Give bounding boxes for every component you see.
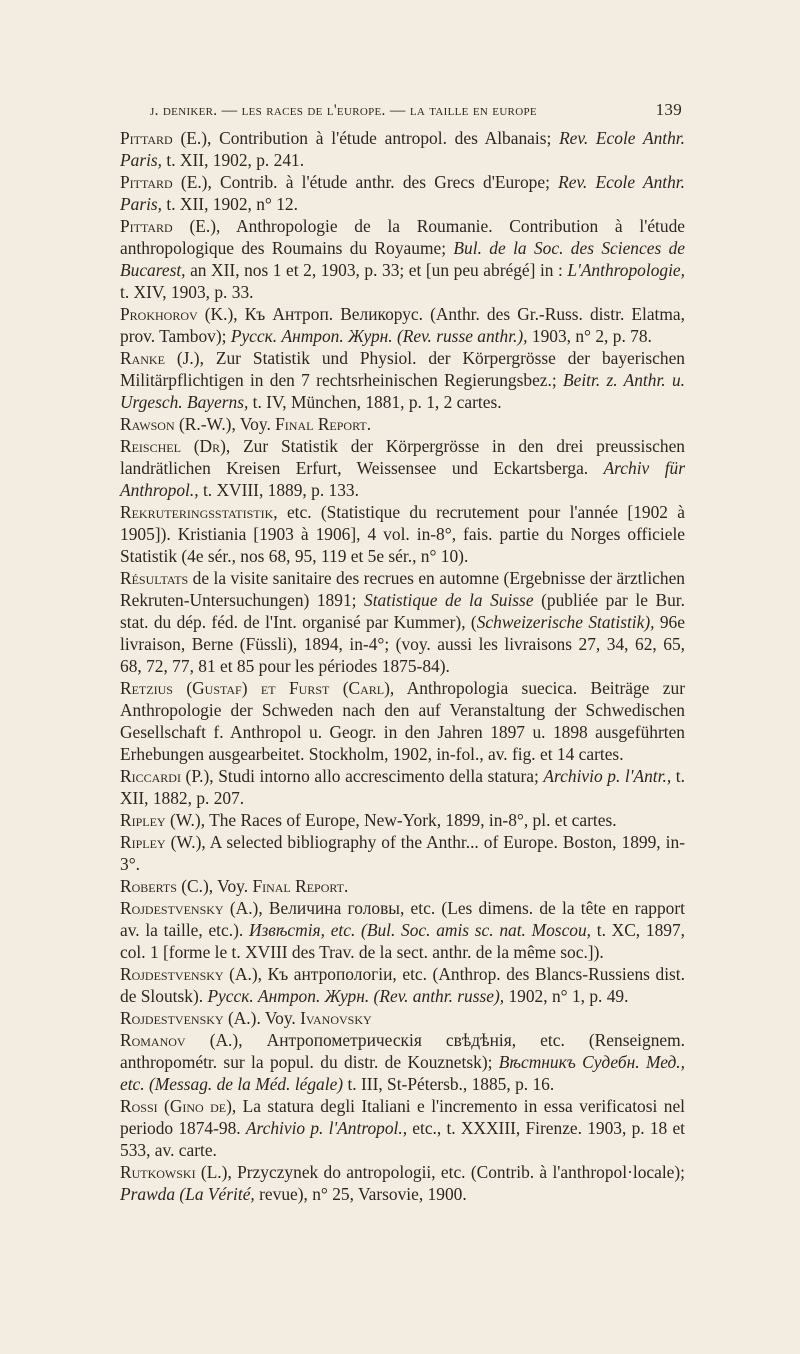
bibliography-entry bbox=[120, 303, 685, 347]
entry-detail: t. XIV, 1903, p. 33. bbox=[120, 282, 254, 302]
bibliography-entry bbox=[120, 831, 685, 875]
bibliography-entry bbox=[120, 1029, 685, 1095]
entry-title: Антропометрическія свѣдѣнія, etc. (Renseignem. anthropométr. sur la popul. du distr. de Kouznetsk); bbox=[120, 1030, 685, 1072]
entry-author: Riccardi (P.), bbox=[120, 766, 214, 786]
entry-author: Romanov (A.), bbox=[120, 1030, 243, 1050]
entry-author: Reischel (Dr), bbox=[120, 436, 231, 456]
bibliography-entry bbox=[120, 677, 685, 765]
entry-detail: t. XC, 1897, col. 1 [forme le t. XVIII des Trav. de la sect. anthr. de la même soc.]). bbox=[120, 920, 686, 962]
entry-title: Contribution à l'étude antropol. des Albanais; bbox=[211, 128, 560, 148]
entry-title: Contrib. à l'étude anthr. des Grecs d'Europe; bbox=[211, 172, 559, 192]
entry-crossref: Ivanovsky bbox=[300, 1008, 372, 1028]
entry-author: Ripley (W.), bbox=[120, 810, 206, 830]
entry-author: Pittard (E.), bbox=[120, 128, 212, 148]
entry-source: L'Anthropologie, bbox=[567, 260, 685, 280]
entry-source: Русск. Антроп. Журн. (Rev. anthr. russe), bbox=[207, 986, 505, 1006]
entry-source: Schweizerische Statistik), bbox=[476, 612, 655, 632]
entry-detail: revue), n° 25, Varsovie, 1900. bbox=[254, 1184, 467, 1204]
entry-title: Voy. bbox=[213, 876, 253, 896]
entry-title: La statura degli Italiani e l'incremento in essa verificatosi nel periodo 1874-98. bbox=[120, 1096, 686, 1138]
entry-author: Pittard (E.), bbox=[120, 172, 212, 192]
entry-detail: t. XII, 1882, p. 207. bbox=[120, 766, 685, 808]
entry-detail: an XII, nos 1 et 2, 1903, p. 33; et [un peu abrégé] in : bbox=[185, 260, 568, 280]
entry-author: Retzius (Gustaf) et Furst (Carl), bbox=[120, 678, 395, 698]
entry-source: Statistique de la Suisse bbox=[364, 590, 534, 610]
entry-title: A selected bibliography of the Anthr... of Europe. Boston, 1899, in-3°. bbox=[120, 832, 685, 874]
entry-author: Rojdestvensky (A.), bbox=[120, 898, 263, 918]
bibliography-entry bbox=[120, 963, 685, 1007]
entry-author: Ranke (J.), bbox=[120, 348, 204, 368]
entry-detail: t. XVIII, 1889, p. 133. bbox=[198, 480, 359, 500]
bibliography-list bbox=[120, 127, 685, 1205]
entry-detail: t. XII, 1902, n° 12. bbox=[162, 194, 298, 214]
entry-title: Zur Statistik und Physiol. der Körpergrösse der bayerischen Militärpflichtigen in den 7 rechtsrheinischen Regierungsbez.; bbox=[120, 348, 685, 390]
entry-author: Pittard (E.), bbox=[120, 216, 221, 236]
entry-author: Roberts (C.), bbox=[120, 876, 214, 896]
entry-title: de la visite sanitaire des recrues en automne (Ergebnisse der ärztlichen Rekruten-Untersuchungen) 1891; bbox=[120, 568, 685, 610]
entry-source: Вѣстникъ Судебн. Мед., etc. (Messag. de la Méd. légale) bbox=[120, 1052, 685, 1094]
entry-author: Rutkowski (L.), bbox=[120, 1162, 232, 1182]
entry-source: Archivio p. l'Antr., bbox=[543, 766, 672, 786]
entry-title: Къ Антроп. Великорус. (Anthr. des Gr.-Russ. distr. Elatma, prov. Tambov); bbox=[120, 304, 685, 346]
entry-source: Archiv für Anthropol., bbox=[120, 458, 685, 500]
entry-source: Извѣстія, etc. (Bul. Soc. amis sc. nat. Moscou, bbox=[248, 920, 592, 940]
bibliography-entry bbox=[120, 413, 685, 435]
entry-source: Rev. Ecole Anthr. Paris, bbox=[120, 172, 685, 214]
page-header bbox=[150, 100, 682, 120]
entry-source: Archivio p. l'Antropol., bbox=[245, 1118, 408, 1138]
entry-source: Bul. de la Soc. des Sciences de Bucarest, bbox=[120, 238, 685, 280]
entry-detail: t. XII, 1902, p. 241. bbox=[162, 150, 305, 170]
entry-author: Rossi (Gino de), bbox=[120, 1096, 237, 1116]
entry-detail: 1902, n° 1, p. 49. bbox=[504, 986, 629, 1006]
entry-source: Rev. Ecole Anthr. Paris, bbox=[120, 128, 685, 170]
entry-title: Anthropologia suecica. Beiträge zur Anthropologie der Schweden nach den auf Veranstaltung der Schwedischen Gesellschaft f. Anthropol u. Geogr. in den Jahren 1897 u. 1898 ausgeführten Erhebungen ausgearbeitet. Stockholm, 1902, in-fol., av. fig. et 14 cartes. bbox=[120, 678, 685, 764]
bibliography-entry bbox=[120, 215, 685, 303]
bibliography-entry bbox=[120, 1095, 685, 1161]
entry-title: Zur Statistik der Körpergrösse in den drei preussischen landrätlichen Kreisen Erfurt, Weissensee und Eckartsberga. bbox=[120, 436, 685, 478]
entry-title: Przyczynek do antropologii, etc. (Contrib. à l'anthropol·locale); bbox=[231, 1162, 685, 1182]
entry-author: Ripley (W.), bbox=[120, 832, 206, 852]
bibliography-entry bbox=[120, 897, 685, 963]
entry-author: Rojdestvensky (A.), bbox=[120, 964, 263, 984]
entry-crossref: Final Report. bbox=[275, 414, 372, 434]
entry-title: etc. (Statistique du recrutement pour l'année [1902 à 1905]). Kristiania [1903 à 1906], 4 vol. in-8°, fais. partie du Norges officiele Statistik (4e sér., nos 68, 95, 119 et 5e sér., n° 10). bbox=[120, 502, 685, 566]
bibliography-entry bbox=[120, 809, 685, 831]
running-title: j. deniker. — les races de l'europe. — la taille en europe bbox=[150, 102, 537, 119]
entry-author: Résultats bbox=[120, 568, 189, 588]
bibliography-entry bbox=[120, 765, 685, 809]
entry-detail: (publiée par le Bur. stat. du dép. féd. de l'Int. organisé par Kummer), ( bbox=[120, 590, 685, 632]
entry-title: Voy. bbox=[260, 1008, 301, 1028]
bibliography-entry bbox=[120, 171, 685, 215]
entry-title: Къ антропологіи, etc. (Anthrop. des Blancs-Russiens dist. de Sloutsk). bbox=[120, 964, 685, 1006]
bibliography-entry bbox=[120, 875, 685, 897]
bibliography-entry bbox=[120, 1161, 685, 1205]
entry-author: Prokhorov (K.), bbox=[120, 304, 238, 324]
bibliography-entry bbox=[120, 567, 685, 677]
entry-title: The Races of Europe, New-York, 1899, in-8°, pl. et cartes. bbox=[205, 810, 617, 830]
entry-crossref: Final Report. bbox=[252, 876, 349, 896]
entry-detail: t. III, St-Pétersb., 1885, p. 16. bbox=[343, 1074, 555, 1094]
bibliography-entry bbox=[120, 501, 685, 567]
entry-detail: t. IV, München, 1881, p. 1, 2 cartes. bbox=[248, 392, 502, 412]
page-number: 139 bbox=[655, 100, 682, 119]
entry-detail: 96e livraison, Berne (Füssli), 1894, in-4°; (voy. aussi les livraisons 27, 34, 62, 65, 68, 72, 77, 81 et 85 pour les périodes 1875-84). bbox=[120, 612, 685, 676]
entry-source: Prawda (La Vérité, bbox=[120, 1184, 255, 1204]
entry-author: Rojdestvensky (A.). bbox=[120, 1008, 261, 1028]
bibliography-entry bbox=[120, 127, 685, 171]
entry-title: Studi intorno allo accrescimento della statura; bbox=[213, 766, 544, 786]
entry-title: Величина головы, etc. (Les dimens. de la tête en rapport av. la taille, etc.). bbox=[120, 898, 685, 940]
entry-detail: etc., t. XXXIII, Firenze. 1903, p. 18 et 533, av. carte. bbox=[120, 1118, 685, 1160]
entry-source: Русск. Антроп. Журн. (Rev. russe anthr.), bbox=[230, 326, 528, 346]
bibliography-entry bbox=[120, 435, 685, 501]
entry-author: Rawson (R.-W.), bbox=[120, 414, 236, 434]
entry-source: Beitr. z. Anthr. u. Urgesch. Bayerns, bbox=[120, 370, 685, 412]
entry-author: Rekruteringsstatistik, bbox=[120, 502, 278, 522]
bibliography-entry bbox=[120, 1007, 685, 1029]
entry-detail: 1903, n° 2, p. 78. bbox=[527, 326, 652, 346]
entry-title: Voy. bbox=[235, 414, 276, 434]
entry-title: Anthropologie de la Roumanie. Contribution à l'étude anthropologique des Roumains du Royaume; bbox=[120, 216, 685, 258]
bibliography-entry bbox=[120, 347, 685, 413]
